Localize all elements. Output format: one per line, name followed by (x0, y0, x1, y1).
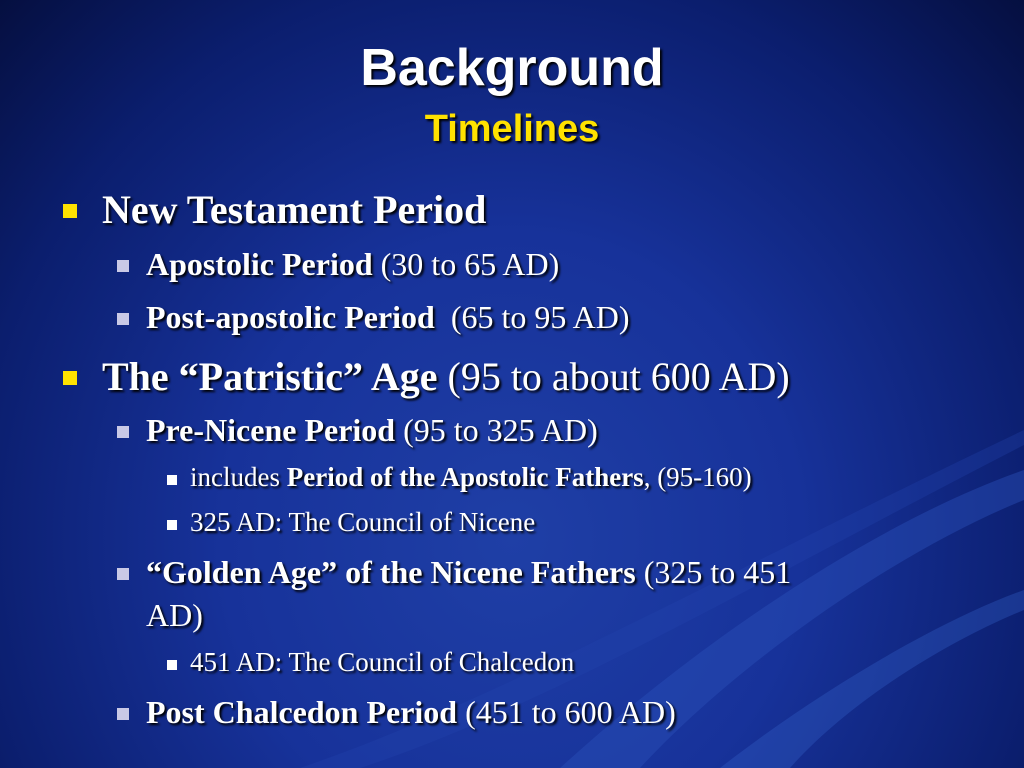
item-heading: Post Chalcedon Period (146, 694, 458, 730)
item-heading: “Golden Age” of the Nicene Fathers (146, 554, 636, 590)
list-item-patristic-age (102, 353, 790, 400)
item-dates: , (95-160) (643, 462, 752, 492)
item-heading: The “Patristic” Age (102, 354, 438, 399)
bullet-square-icon (167, 520, 177, 530)
item-text: 451 AD: The Council of Chalcedon (190, 647, 575, 677)
bullet-square-icon (117, 260, 129, 272)
list-item-pre-nicene (146, 412, 598, 449)
item-text: 325 AD: The Council of Nicene (190, 507, 536, 537)
bullet-square-icon (117, 313, 129, 325)
item-dates: (30 to 65 AD) (372, 246, 560, 282)
item-dates: (65 to 95 AD) (434, 299, 630, 335)
bullet-square-icon (117, 568, 129, 580)
bullet-square-icon (167, 475, 177, 485)
slide-subtitle: Timelines (424, 108, 600, 150)
list-item-new-testament (102, 186, 486, 233)
item-dates: (95 to 325 AD) (395, 412, 598, 448)
list-item-apostolic (146, 246, 559, 283)
item-dates: (95 to about 600 AD) (437, 354, 790, 399)
item-heading: New Testament Period (102, 187, 487, 232)
item-heading: Post-apostolic Period (146, 299, 435, 335)
item-dates: (325 to 451 (635, 554, 792, 590)
slide-title: Background (360, 39, 664, 97)
list-item-golden-age-wrap (146, 597, 203, 634)
list-item-council-chalcedon (190, 647, 574, 678)
list-item-post-chalcedon (146, 694, 676, 731)
item-heading: Period of the Apostolic Fathers (286, 462, 644, 492)
bullet-square-icon (63, 371, 77, 385)
bullet-square-icon (63, 204, 77, 218)
list-item-golden-age (146, 554, 791, 591)
list-item-post-apostolic (146, 299, 630, 336)
item-heading: Pre-Nicene Period (146, 412, 396, 448)
bullet-square-icon (117, 426, 129, 438)
list-item-council-nicene (190, 507, 535, 538)
list-item-apostolic-fathers (190, 462, 752, 493)
item-heading: Apostolic Period (146, 246, 373, 282)
item-prefix: includes (190, 462, 287, 492)
item-dates: (451 to 600 AD) (457, 694, 676, 730)
item-dates-continued: AD) (146, 597, 203, 633)
bullet-square-icon (117, 708, 129, 720)
bullet-square-icon (167, 660, 177, 670)
